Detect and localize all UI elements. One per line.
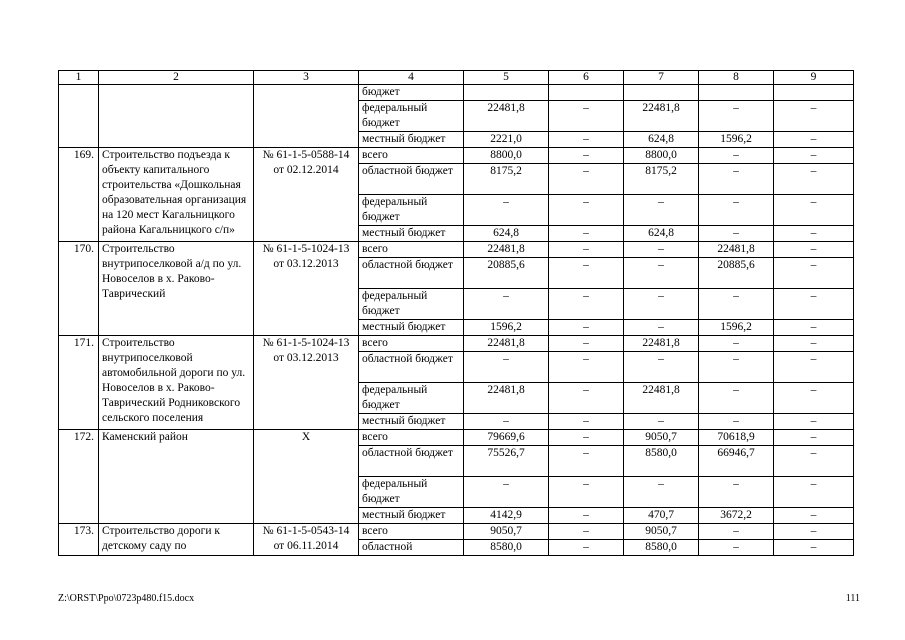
amount-cell: –	[699, 414, 774, 430]
amount-cell: 3672,2	[699, 508, 774, 524]
amount-cell: 8175,2	[464, 164, 549, 195]
funding-source: всего	[359, 336, 464, 352]
funding-source: всего	[359, 242, 464, 258]
amount-cell: –	[549, 446, 624, 477]
amount-cell: 4142,9	[464, 508, 549, 524]
amount-cell	[699, 85, 774, 101]
expertise-document: № 61-1-5-0543-14 от 06.11.2014	[254, 524, 359, 556]
amount-cell: 9050,7	[624, 430, 699, 446]
object-name: Строительство внутрипоселковой автомобильной дороги по ул. Новоселов в х. Раково-Таврический Родниковского сельского поселения	[99, 336, 254, 430]
amount-cell: –	[624, 414, 699, 430]
amount-cell: –	[774, 477, 854, 508]
amount-cell: –	[624, 477, 699, 508]
object-name: Строительство подъезда к объекту капитального строительства «Дошкольная образовательная организация на 120 мест Кагальницкого района Кагальницкого с/п»	[99, 148, 254, 242]
amount-cell: –	[549, 148, 624, 164]
amount-cell: –	[549, 258, 624, 289]
amount-cell: –	[699, 383, 774, 414]
amount-cell: –	[549, 336, 624, 352]
amount-cell	[774, 85, 854, 101]
amount-cell: –	[549, 477, 624, 508]
amount-cell: –	[774, 289, 854, 320]
amount-cell: –	[549, 414, 624, 430]
funding-source: федеральный бюджет	[359, 195, 464, 226]
row-number: 170.	[59, 242, 99, 336]
amount-cell: –	[699, 477, 774, 508]
funding-source: всего	[359, 524, 464, 540]
amount-cell: –	[699, 226, 774, 242]
amount-cell: –	[699, 540, 774, 556]
row-number: 171.	[59, 336, 99, 430]
amount-cell: 8580,0	[624, 446, 699, 477]
amount-cell: –	[699, 336, 774, 352]
funding-source: федеральный бюджет	[359, 477, 464, 508]
amount-cell: 22481,8	[624, 101, 699, 132]
object-name: Каменский район	[99, 430, 254, 524]
amount-cell: 79669,6	[464, 430, 549, 446]
expertise-document: № 61-1-5-1024-13 от 03.12.2013	[254, 336, 359, 430]
amount-cell: –	[699, 524, 774, 540]
amount-cell: 470,7	[624, 508, 699, 524]
amount-cell: 22481,8	[624, 383, 699, 414]
funding-source: областной	[359, 540, 464, 556]
column-number: 4	[359, 71, 464, 85]
row-number: 172.	[59, 430, 99, 524]
amount-cell: –	[624, 320, 699, 336]
funding-source: областной бюджет	[359, 258, 464, 289]
amount-cell: –	[549, 524, 624, 540]
amount-cell: –	[464, 477, 549, 508]
column-number: 7	[624, 71, 699, 85]
amount-cell: –	[774, 320, 854, 336]
amount-cell: –	[549, 195, 624, 226]
amount-cell: 9050,7	[624, 524, 699, 540]
object-name: Строительство внутрипоселковой а/д по ул. Новоселов в х. Раково-Таврический	[99, 242, 254, 336]
amount-cell: –	[624, 242, 699, 258]
amount-cell: –	[774, 352, 854, 383]
funding-source: местный бюджет	[359, 320, 464, 336]
amount-cell: –	[464, 289, 549, 320]
amount-cell: –	[699, 164, 774, 195]
amount-cell: –	[624, 258, 699, 289]
amount-cell: –	[699, 352, 774, 383]
column-number: 1	[59, 71, 99, 85]
object-name: Строительство дороги к детскому саду по	[99, 524, 254, 556]
amount-cell: –	[774, 446, 854, 477]
amount-cell: 20885,6	[464, 258, 549, 289]
amount-cell	[549, 85, 624, 101]
column-number: 9	[774, 71, 854, 85]
row-number	[59, 85, 99, 148]
funding-source: местный бюджет	[359, 414, 464, 430]
amount-cell: –	[549, 508, 624, 524]
amount-cell: 20885,6	[699, 258, 774, 289]
amount-cell: 22481,8	[464, 242, 549, 258]
amount-cell: 66946,7	[699, 446, 774, 477]
amount-cell: –	[624, 195, 699, 226]
amount-cell: 22481,8	[464, 336, 549, 352]
funding-source: местный бюджет	[359, 508, 464, 524]
file-path: Z:\ORST\Ppo\0723p480.f15.docx	[58, 593, 195, 604]
amount-cell: 624,8	[624, 226, 699, 242]
amount-cell: –	[699, 289, 774, 320]
expertise-document	[254, 85, 359, 148]
funding-source: всего	[359, 148, 464, 164]
amount-cell: –	[774, 164, 854, 195]
amount-cell: 22481,8	[464, 383, 549, 414]
amount-cell: –	[774, 195, 854, 226]
amount-cell: –	[464, 414, 549, 430]
amount-cell: –	[774, 226, 854, 242]
amount-cell: –	[464, 352, 549, 383]
amount-cell: 8175,2	[624, 164, 699, 195]
amount-cell: 1596,2	[699, 320, 774, 336]
amount-cell: 624,8	[624, 132, 699, 148]
table-row	[59, 430, 854, 446]
column-number: 8	[699, 71, 774, 85]
amount-cell: –	[549, 101, 624, 132]
table-row	[59, 336, 854, 352]
amount-cell: –	[774, 414, 854, 430]
amount-cell: –	[549, 540, 624, 556]
amount-cell: –	[774, 540, 854, 556]
amount-cell: –	[624, 352, 699, 383]
amount-cell: –	[774, 132, 854, 148]
amount-cell: 8580,0	[464, 540, 549, 556]
amount-cell: –	[549, 226, 624, 242]
amount-cell	[624, 85, 699, 101]
amount-cell: 1596,2	[699, 132, 774, 148]
object-name	[99, 85, 254, 148]
amount-cell: 8580,0	[624, 540, 699, 556]
amount-cell: –	[699, 148, 774, 164]
amount-cell: –	[549, 132, 624, 148]
table-row	[59, 242, 854, 258]
funding-source: местный бюджет	[359, 226, 464, 242]
row-number: 169.	[59, 148, 99, 242]
funding-source: областной бюджет	[359, 164, 464, 195]
amount-cell: 22481,8	[624, 336, 699, 352]
amount-cell: 22481,8	[699, 242, 774, 258]
amount-cell: 70618,9	[699, 430, 774, 446]
column-number: 3	[254, 71, 359, 85]
amount-cell: 22481,8	[464, 101, 549, 132]
amount-cell: –	[549, 430, 624, 446]
amount-cell	[464, 85, 549, 101]
amount-cell: 9050,7	[464, 524, 549, 540]
amount-cell: –	[699, 195, 774, 226]
amount-cell: –	[774, 524, 854, 540]
table-row	[59, 148, 854, 164]
funding-source: федеральный бюджет	[359, 101, 464, 132]
amount-cell: 75526,7	[464, 446, 549, 477]
column-number: 6	[549, 71, 624, 85]
amount-cell: –	[699, 101, 774, 132]
column-number-row	[59, 71, 854, 85]
column-number: 5	[464, 71, 549, 85]
amount-cell: –	[774, 383, 854, 414]
budget-table	[58, 70, 854, 556]
amount-cell: –	[774, 148, 854, 164]
funding-source: местный бюджет	[359, 132, 464, 148]
amount-cell: –	[549, 164, 624, 195]
amount-cell: –	[549, 289, 624, 320]
amount-cell: 2221,0	[464, 132, 549, 148]
amount-cell: –	[549, 352, 624, 383]
amount-cell: –	[624, 289, 699, 320]
amount-cell: –	[774, 336, 854, 352]
expertise-document: № 61-1-5-0588-14 от 02.12.2014	[254, 148, 359, 242]
funding-source: бюджет	[359, 85, 464, 101]
amount-cell: –	[464, 195, 549, 226]
page-number: 111	[845, 593, 860, 604]
amount-cell: 8800,0	[624, 148, 699, 164]
table-body	[59, 71, 854, 556]
funding-source: федеральный бюджет	[359, 383, 464, 414]
amount-cell: –	[774, 508, 854, 524]
amount-cell: 624,8	[464, 226, 549, 242]
amount-cell: –	[774, 430, 854, 446]
amount-cell: 1596,2	[464, 320, 549, 336]
funding-source: всего	[359, 430, 464, 446]
amount-cell: –	[774, 101, 854, 132]
amount-cell: –	[774, 258, 854, 289]
amount-cell: –	[774, 242, 854, 258]
table-row	[59, 85, 854, 101]
column-number: 2	[99, 71, 254, 85]
expertise-document: Х	[254, 430, 359, 524]
funding-source: областной бюджет	[359, 352, 464, 383]
funding-source: областной бюджет	[359, 446, 464, 477]
amount-cell: –	[549, 383, 624, 414]
funding-source: федеральный бюджет	[359, 289, 464, 320]
amount-cell: –	[549, 320, 624, 336]
table-row	[59, 524, 854, 540]
amount-cell: –	[549, 242, 624, 258]
row-number: 173.	[59, 524, 99, 556]
amount-cell: 8800,0	[464, 148, 549, 164]
expertise-document: № 61-1-5-1024-13 от 03.12.2013	[254, 242, 359, 336]
